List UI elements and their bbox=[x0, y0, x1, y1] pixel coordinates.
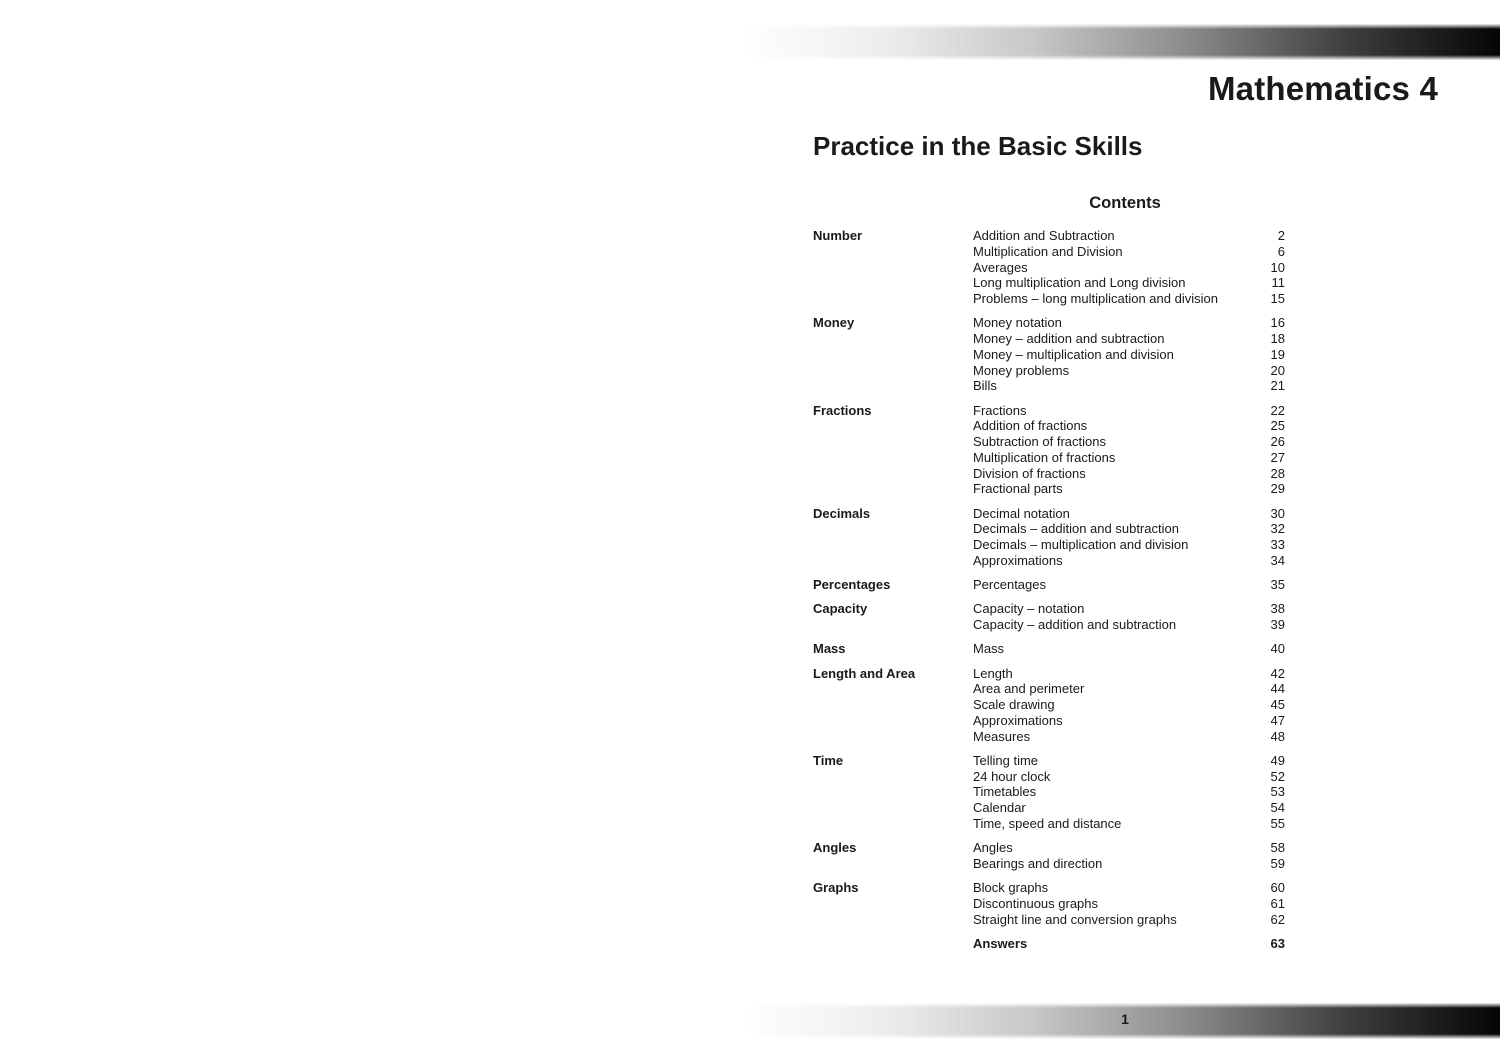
toc-entry bbox=[973, 260, 1285, 276]
toc-entry bbox=[973, 713, 1285, 729]
toc-entry-title: Bearings and direction bbox=[973, 855, 1103, 871]
toc-section-name: Money bbox=[813, 315, 855, 331]
toc-entry bbox=[973, 769, 1285, 785]
toc-entry-page: 52 bbox=[1270, 768, 1285, 784]
toc-entry bbox=[973, 896, 1285, 912]
toc-entry bbox=[973, 880, 1285, 896]
toc-entry bbox=[973, 681, 1285, 697]
book-subtitle: Practice in the Basic Skills bbox=[813, 131, 1143, 161]
toc-entry-page: 59 bbox=[1270, 855, 1285, 871]
toc-entry-page: 62 bbox=[1270, 911, 1285, 927]
toc-entry-title: Telling time bbox=[973, 752, 1039, 768]
toc-entries bbox=[973, 936, 1285, 952]
toc-entry-title: Decimals – addition and subtraction bbox=[973, 521, 1179, 537]
toc-entry-title: Fractional parts bbox=[973, 481, 1063, 497]
toc-entry bbox=[973, 228, 1285, 244]
toc-section-name: Angles bbox=[813, 840, 857, 855]
toc-entry-page: 15 bbox=[1270, 291, 1285, 306]
header-gradient-band bbox=[750, 24, 1500, 60]
toc-entry-title: Money notation bbox=[973, 315, 1062, 331]
toc-entry bbox=[973, 753, 1285, 769]
toc-entry-title: Problems – long multiplication and division bbox=[973, 291, 1218, 306]
toc-entry-page: 6 bbox=[1277, 243, 1285, 259]
toc-section-name: Fractions bbox=[813, 402, 872, 418]
toc-entries bbox=[973, 601, 1285, 633]
toc-section-name bbox=[813, 936, 973, 952]
toc-entry bbox=[973, 936, 1285, 952]
toc-entry bbox=[973, 434, 1285, 450]
toc-section-name: Mass bbox=[813, 641, 846, 657]
toc-entry-title: Decimal notation bbox=[973, 505, 1070, 521]
toc-entries bbox=[973, 403, 1285, 498]
toc-entry-page: 53 bbox=[1270, 784, 1285, 800]
toc-entries bbox=[973, 315, 1285, 394]
toc-entry-title: Length bbox=[973, 665, 1013, 681]
toc-entry-page: 48 bbox=[1270, 728, 1285, 744]
toc-entry-title: Timetables bbox=[973, 784, 1037, 800]
toc-entry bbox=[973, 291, 1285, 307]
toc-section bbox=[813, 577, 1285, 593]
toc-entry-page: 11 bbox=[1271, 275, 1285, 291]
contents-heading: Contents bbox=[1089, 194, 1161, 212]
toc-section-name: Number bbox=[813, 228, 863, 243]
toc-entry bbox=[973, 800, 1285, 816]
toc-entry-page: 39 bbox=[1270, 617, 1285, 632]
toc-entry bbox=[973, 912, 1285, 928]
toc-entry-page: 32 bbox=[1270, 521, 1285, 537]
toc-entry-page: 29 bbox=[1270, 481, 1285, 497]
toc-entry-title: Calendar bbox=[973, 800, 1026, 815]
toc-entry-page: 26 bbox=[1270, 434, 1285, 449]
toc-entry-title: Long multiplication and Long division bbox=[973, 275, 1186, 291]
toc-entry-title: Block graphs bbox=[973, 880, 1049, 895]
toc-entry-page: 63 bbox=[1270, 935, 1285, 951]
toc-section-name: Time bbox=[813, 752, 844, 768]
toc-entry-title: Subtraction of fractions bbox=[973, 434, 1106, 449]
toc-entry bbox=[973, 784, 1285, 800]
toc-entry-title: Fractions bbox=[973, 402, 1027, 418]
toc-entry-title: Approximations bbox=[973, 552, 1063, 568]
toc-section bbox=[813, 228, 1285, 307]
toc-entry bbox=[973, 466, 1285, 482]
toc-entry-page: 28 bbox=[1270, 465, 1285, 481]
toc-entries bbox=[973, 506, 1285, 569]
toc-entry-page: 47 bbox=[1270, 712, 1285, 728]
toc-entry bbox=[973, 403, 1285, 419]
toc-entry bbox=[973, 641, 1285, 657]
toc-entry-title: Answers bbox=[973, 935, 1028, 951]
toc-entry-title: Money problems bbox=[973, 362, 1070, 378]
toc-entry-page: 40 bbox=[1270, 641, 1285, 657]
toc-entry-page: 20 bbox=[1270, 362, 1285, 378]
toc-section bbox=[813, 403, 1285, 498]
toc-section-name: Percentages bbox=[813, 577, 891, 592]
toc-entry-title: Time, speed and distance bbox=[973, 815, 1122, 831]
toc-entry-title: Approximations bbox=[973, 712, 1063, 728]
toc-entries bbox=[973, 228, 1285, 307]
toc-entry bbox=[973, 617, 1285, 633]
toc-entry bbox=[973, 331, 1285, 347]
toc-entry bbox=[973, 816, 1285, 832]
toc-entry-title: Decimals – multiplication and division bbox=[973, 537, 1189, 552]
toc-entry-page: 34 bbox=[1270, 552, 1285, 568]
toc-entry-title: Area and perimeter bbox=[973, 681, 1085, 697]
toc-entries bbox=[973, 840, 1285, 872]
toc-entry-page: 61 bbox=[1270, 895, 1285, 911]
toc-section-name: Capacity bbox=[813, 601, 868, 617]
toc-entry-page: 35 bbox=[1270, 577, 1285, 592]
toc-section bbox=[813, 506, 1285, 569]
toc-entry bbox=[973, 363, 1285, 379]
toc-entry-title: Bills bbox=[973, 378, 997, 394]
toc-entry bbox=[973, 378, 1285, 394]
toc-entry-title: Division of fractions bbox=[973, 465, 1086, 481]
toc-entry bbox=[973, 729, 1285, 745]
toc-entry-title: Addition and Subtraction bbox=[973, 228, 1115, 243]
toc-entry-title: Measures bbox=[973, 728, 1031, 744]
toc-section bbox=[813, 840, 1285, 872]
toc-entry-page: 58 bbox=[1270, 840, 1285, 855]
toc-entries bbox=[973, 880, 1285, 927]
toc-entry-title: Angles bbox=[973, 840, 1013, 855]
toc-entry-page: 10 bbox=[1270, 259, 1285, 275]
toc-section bbox=[813, 880, 1285, 927]
contents-page bbox=[750, 0, 1500, 1061]
toc-entry bbox=[973, 666, 1285, 682]
toc-section-name: Decimals bbox=[813, 505, 871, 521]
toc-entry bbox=[973, 506, 1285, 522]
toc-entry-title: Money – multiplication and division bbox=[973, 346, 1174, 362]
toc-entry-title: Discontinuous graphs bbox=[973, 895, 1099, 911]
toc-entry bbox=[973, 537, 1285, 553]
toc-entry-page: 44 bbox=[1270, 681, 1285, 697]
book-title: Mathematics 4 bbox=[1207, 70, 1438, 107]
toc-entry-page: 18 bbox=[1270, 331, 1285, 346]
toc-entry-page: 54 bbox=[1270, 800, 1285, 815]
toc-entry bbox=[973, 856, 1285, 872]
toc-entry bbox=[973, 553, 1285, 569]
toc-entry-page: 42 bbox=[1270, 665, 1285, 681]
toc-entry-page: 38 bbox=[1270, 601, 1285, 617]
toc-entry-title: Scale drawing bbox=[973, 697, 1055, 712]
toc-section bbox=[813, 641, 1285, 657]
toc-entries bbox=[973, 666, 1285, 745]
toc-entry bbox=[973, 601, 1285, 617]
toc-section bbox=[813, 666, 1285, 745]
toc-section bbox=[813, 753, 1285, 832]
toc-entry-title: Money – addition and subtraction bbox=[973, 331, 1165, 346]
toc-entry-title: 24 hour clock bbox=[973, 768, 1051, 784]
toc-entry bbox=[973, 315, 1285, 331]
toc-entry bbox=[973, 347, 1285, 363]
toc-entry-title: Capacity – addition and subtraction bbox=[973, 617, 1177, 632]
toc-entry bbox=[973, 450, 1285, 466]
toc-entry bbox=[973, 697, 1285, 713]
toc-section-name: Graphs bbox=[813, 880, 859, 895]
toc-entry-page: 19 bbox=[1270, 346, 1285, 362]
toc-entry bbox=[973, 418, 1285, 434]
toc-entry-page: 55 bbox=[1270, 815, 1285, 831]
page-number: 1 bbox=[1121, 1011, 1129, 1027]
toc-entries bbox=[973, 641, 1285, 657]
toc-section-name: Length and Area bbox=[813, 665, 916, 681]
toc-entry-title: Multiplication and Division bbox=[973, 243, 1123, 259]
toc-entries bbox=[973, 577, 1285, 593]
toc-entry bbox=[973, 481, 1285, 497]
toc-entries bbox=[973, 753, 1285, 832]
toc-entry-page: 60 bbox=[1270, 880, 1285, 895]
toc-entry-page: 27 bbox=[1270, 449, 1285, 465]
table-of-contents bbox=[813, 228, 1285, 960]
toc-entry-title: Percentages bbox=[973, 577, 1046, 592]
toc-entry-page: 25 bbox=[1270, 418, 1285, 434]
toc-entry-page: 16 bbox=[1270, 315, 1285, 331]
toc-entry-title: Multiplication of fractions bbox=[973, 449, 1116, 465]
toc-entry-page: 45 bbox=[1270, 697, 1285, 712]
toc-entry-title: Addition of fractions bbox=[973, 418, 1088, 434]
toc-entry-page: 30 bbox=[1270, 505, 1285, 521]
toc-entry-page: 2 bbox=[1277, 228, 1285, 243]
toc-entry-page: 22 bbox=[1270, 402, 1285, 418]
toc-entry bbox=[973, 521, 1285, 537]
toc-entry-page: 21 bbox=[1270, 378, 1285, 394]
toc-section bbox=[813, 601, 1285, 633]
toc-entry-title: Straight line and conversion graphs bbox=[973, 911, 1177, 927]
toc-section bbox=[813, 315, 1285, 394]
toc-entry-page: 49 bbox=[1270, 752, 1285, 768]
toc-entry-page: 33 bbox=[1270, 537, 1285, 552]
toc-section bbox=[813, 936, 1285, 952]
toc-entry bbox=[973, 275, 1285, 291]
toc-entry-title: Capacity – notation bbox=[973, 601, 1085, 617]
toc-entry-title: Mass bbox=[973, 641, 1005, 657]
toc-entry bbox=[973, 840, 1285, 856]
toc-entry bbox=[973, 577, 1285, 593]
toc-entry bbox=[973, 244, 1285, 260]
toc-entry-title: Averages bbox=[973, 259, 1028, 275]
